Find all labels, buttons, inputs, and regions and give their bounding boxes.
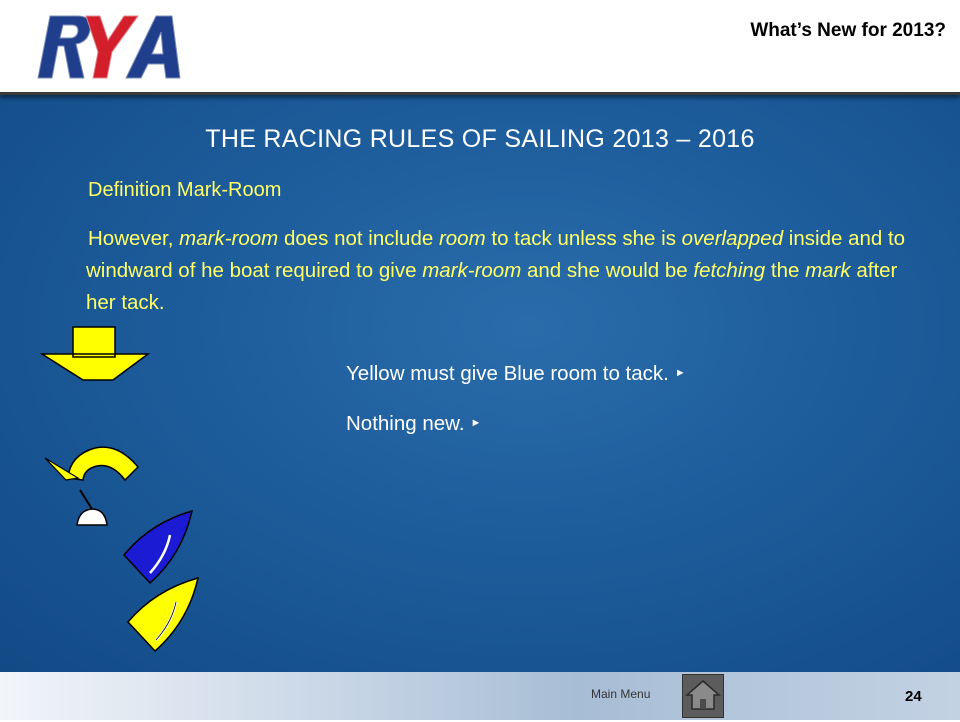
rya-logo-icon: [30, 10, 190, 82]
paragraph-segment: inside and to windward of he boat required to give: [86, 227, 906, 282]
play-arrow-icon[interactable]: ►: [674, 367, 686, 379]
paragraph-segment: the: [765, 259, 806, 282]
wind-arrow-icon: [42, 327, 148, 380]
paragraph-segment: However,: [88, 227, 180, 250]
paragraph-segment: and she would be: [521, 259, 694, 282]
slide-title: THE RACING RULES OF SAILING 2013 – 2016: [205, 125, 755, 153]
home-button[interactable]: [682, 674, 724, 718]
mark-line: [80, 490, 92, 509]
paragraph-segment: room: [438, 227, 486, 250]
bullet-text: Yellow must give Blue room to tack.: [346, 362, 669, 385]
page-number: 24: [905, 688, 922, 705]
yellow-boat-icon: [128, 578, 198, 651]
paragraph-segment: fetching: [693, 259, 766, 282]
slide-body: [0, 95, 960, 672]
blue-boat-icon: [124, 511, 192, 583]
bullet-yellow-gives-room: [346, 362, 686, 386]
rule-diagram: [0, 95, 260, 672]
rya-logo: [30, 10, 190, 87]
mark-buoy-icon: [77, 509, 107, 525]
play-arrow-icon[interactable]: ►: [470, 417, 482, 429]
paragraph-segment: mark-room: [179, 227, 279, 250]
paragraph-segment: to tack unless she is: [485, 227, 682, 250]
bullet-nothing-new: [346, 412, 481, 436]
slide-footer: [0, 672, 960, 720]
curved-arrow-icon: [68, 447, 138, 480]
paragraph-segment: does not include: [278, 227, 439, 250]
main-menu-link[interactable]: Main Menu: [591, 687, 651, 701]
subheading: Definition Mark-Room: [88, 179, 282, 201]
bullet-text: Nothing new.: [346, 412, 465, 435]
paragraph-segment: mark-room: [422, 259, 522, 282]
paragraph-segment: overlapped: [681, 227, 784, 250]
paragraph-segment: mark: [805, 259, 851, 282]
header-title: What’s New for 2013?: [750, 20, 946, 41]
home-icon: [683, 675, 723, 717]
slide-header: [0, 0, 960, 95]
paragraph-segment: after her tack.: [86, 259, 898, 314]
